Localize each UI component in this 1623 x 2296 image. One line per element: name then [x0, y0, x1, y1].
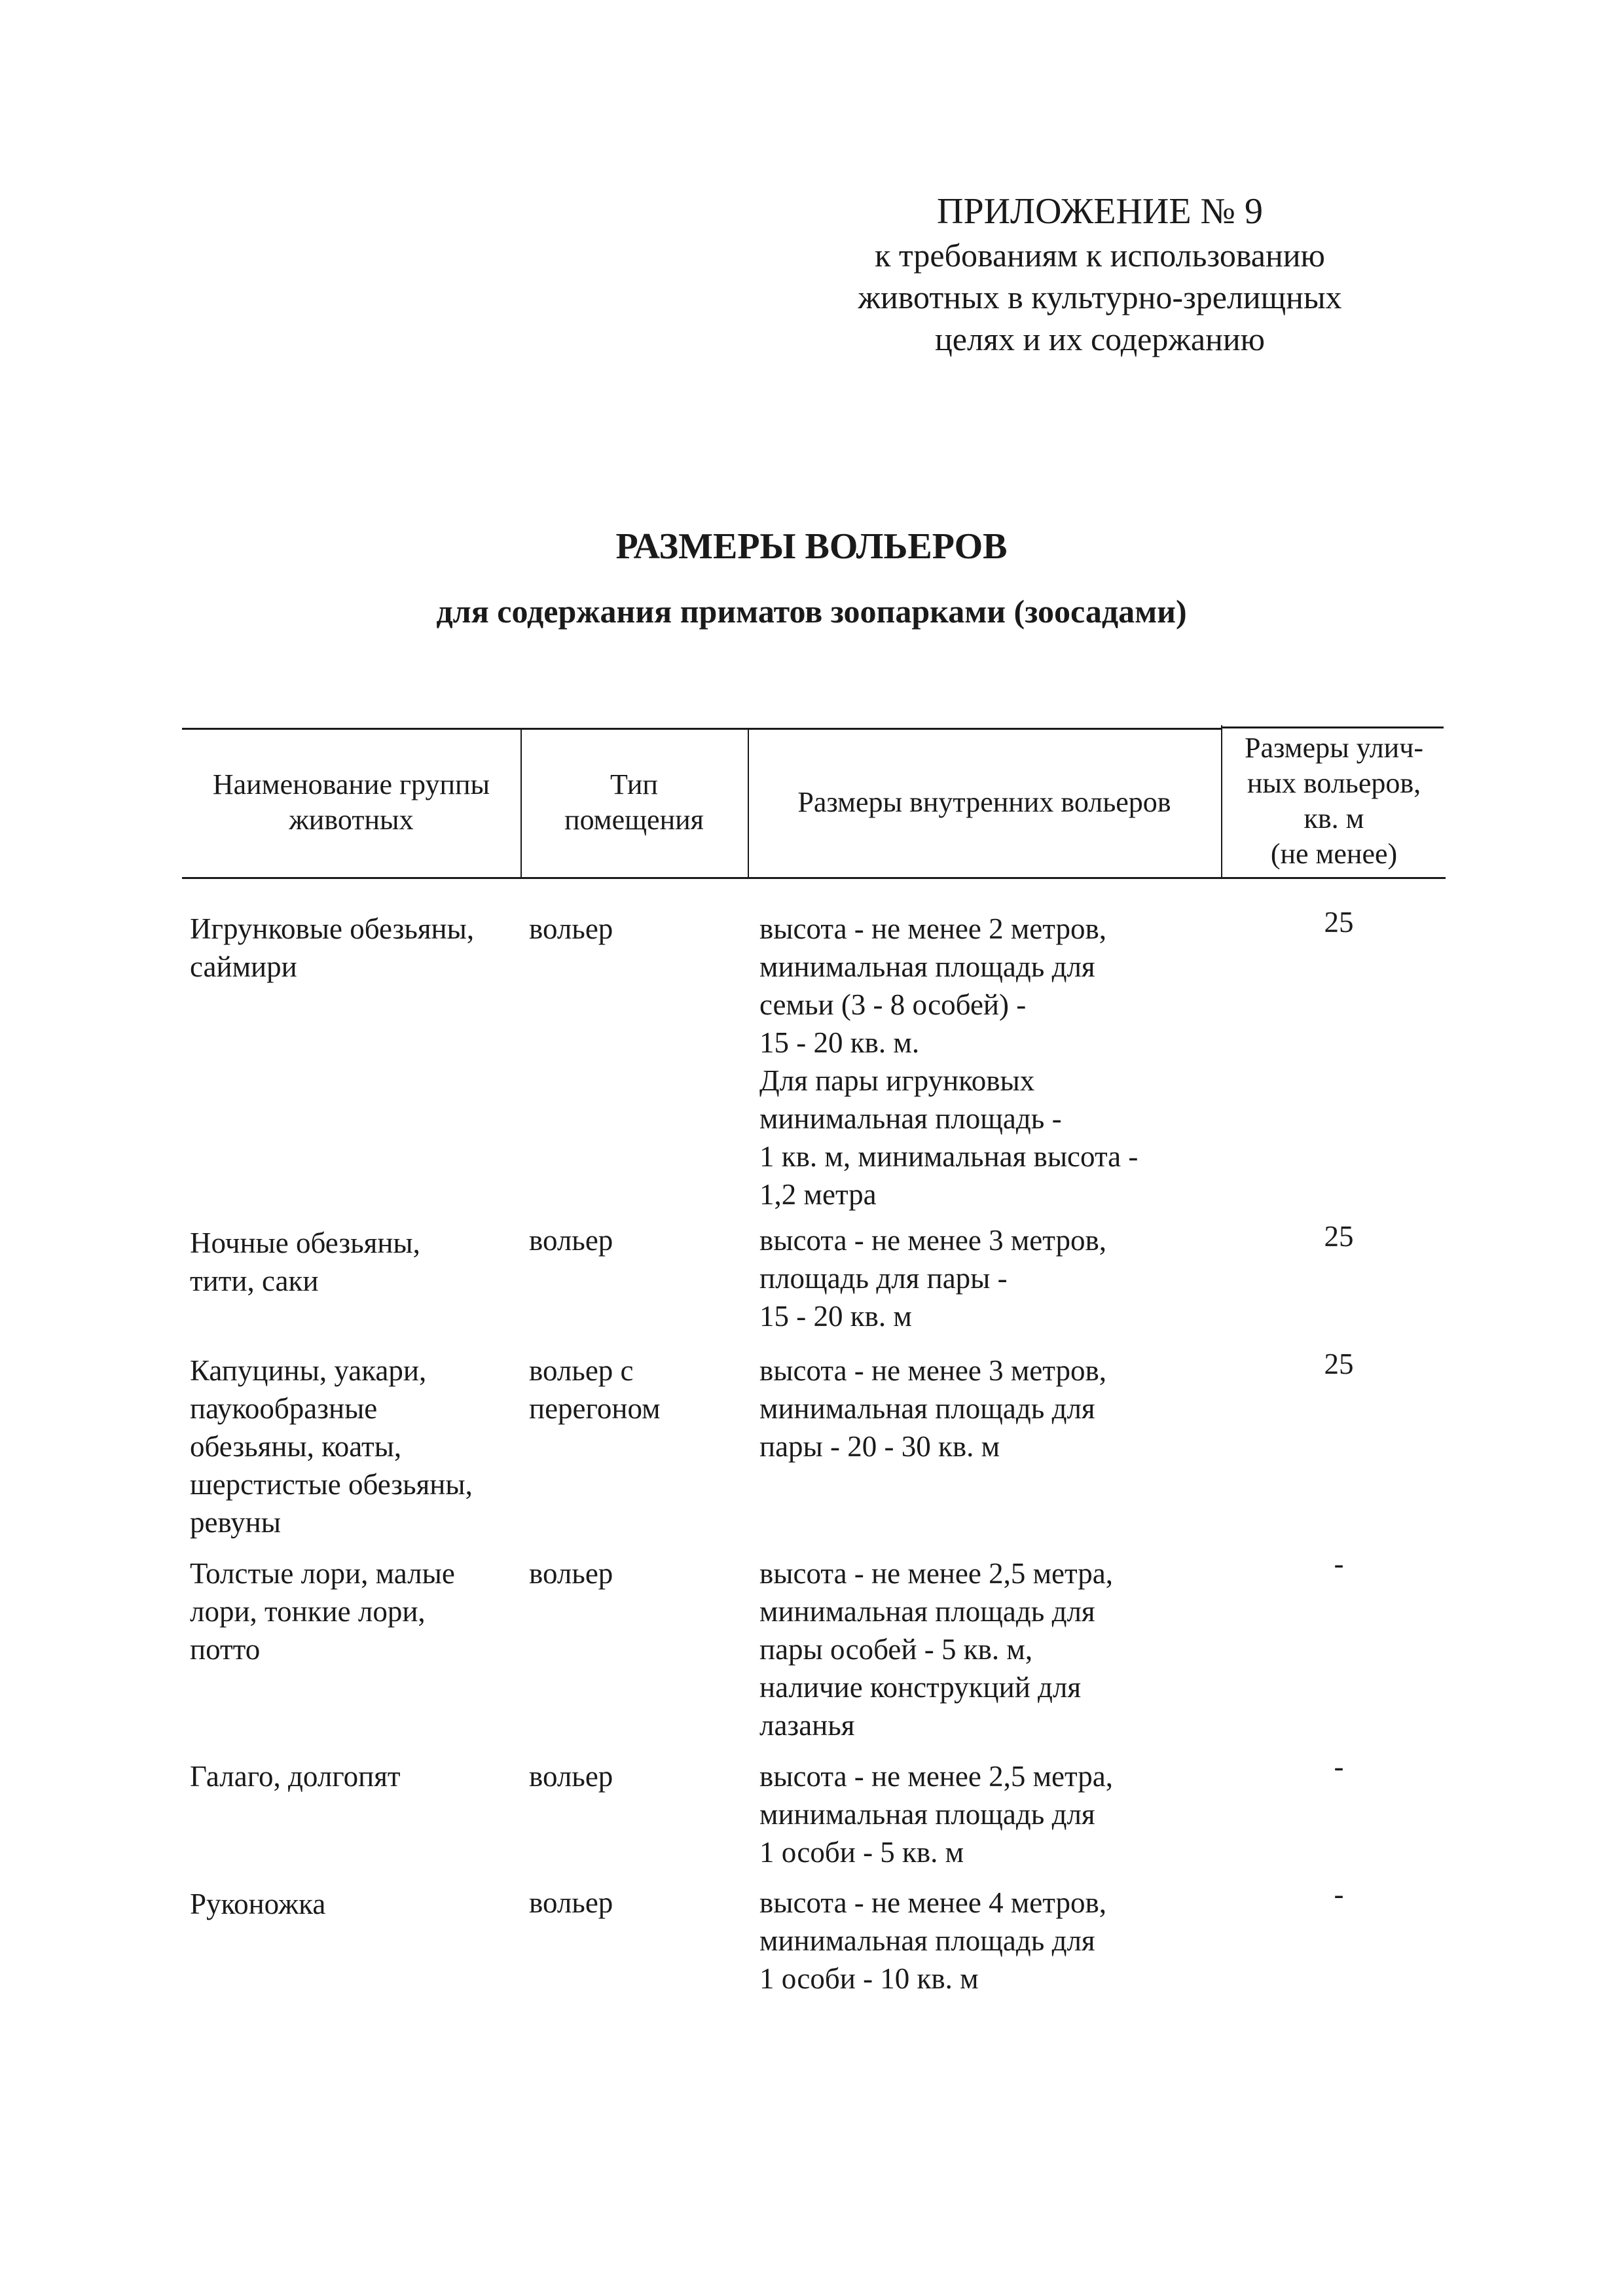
- row-outdoor: -: [1334, 1750, 1344, 1783]
- row-indoor: [759, 1554, 1231, 1744]
- cell-text: перегоном: [529, 1392, 661, 1425]
- row-outdoor: 25: [1324, 906, 1354, 939]
- cell-text: минимальная площадь для: [759, 1924, 1095, 1957]
- cell-text: 1 особи - 10 кв. м: [759, 1962, 979, 1995]
- cell-text: Для пары игрунковых: [759, 1064, 1035, 1097]
- cell-text: минимальная площадь для: [759, 1798, 1095, 1831]
- cell-text: шерстистые обезьяны,: [190, 1468, 473, 1501]
- cell-text: 1 особи - 5 кв. м: [759, 1836, 964, 1869]
- cell-text: 1 кв. м, минимальная высота -: [759, 1140, 1139, 1173]
- cell-text: минимальная площадь -: [759, 1102, 1062, 1135]
- row-indoor: [759, 1757, 1231, 1871]
- row-outdoor: -: [1334, 1547, 1344, 1580]
- row-outdoor: -: [1334, 1878, 1344, 1910]
- cell-text: пары - 20 - 30 кв. м: [759, 1430, 1000, 1463]
- header-bottom-rule: [182, 877, 1446, 879]
- cell-text: саймири: [190, 950, 297, 983]
- row-type: [529, 1884, 739, 1922]
- header-text: (не менее): [1270, 838, 1398, 870]
- cell-text: вольер: [529, 912, 613, 945]
- header-type: [522, 729, 746, 876]
- cell-text: площадь для пары -: [759, 1262, 1008, 1295]
- row-group: [190, 1224, 524, 1300]
- row-outdoor: 25: [1324, 1348, 1354, 1380]
- row-indoor: [759, 1884, 1231, 1998]
- appendix-line: целях и их содержанию: [935, 321, 1265, 357]
- cell-text: высота - не менее 3 метров,: [759, 1224, 1106, 1257]
- header-indoor: [749, 729, 1220, 876]
- cell-text: вольер: [529, 1886, 613, 1919]
- header-text: кв. м: [1304, 802, 1364, 834]
- header-text: Наименование группы: [212, 768, 490, 800]
- header-text: Тип: [610, 768, 658, 800]
- cell-text: лазанья: [759, 1709, 855, 1742]
- cell-text: вольер: [529, 1557, 613, 1590]
- cell-text: высота - не менее 4 метров,: [759, 1886, 1106, 1919]
- document-subtitle: для содержания приматов зоопарками (зоосадами): [436, 593, 1187, 630]
- cell-text: наличие конструкций для: [759, 1671, 1082, 1704]
- cell-text: Руконожка: [190, 1888, 326, 1920]
- cell-text: вольер: [529, 1760, 613, 1793]
- row-group: [190, 1554, 524, 1668]
- cell-text: лори, тонкие лори,: [190, 1595, 426, 1628]
- cell-text: паукообразные: [190, 1392, 378, 1425]
- document-title: РАЗМЕРЫ ВОЛЬЕРОВ: [615, 526, 1008, 567]
- row-type: [529, 1221, 739, 1259]
- cell-text: высота - не менее 3 метров,: [759, 1354, 1106, 1387]
- row-outdoor: 25: [1324, 1220, 1354, 1253]
- appendix-header: [773, 188, 1427, 360]
- appendix-line: к требованиям к использованию: [875, 237, 1325, 274]
- cell-text: 15 - 20 кв. м: [759, 1300, 912, 1333]
- row-group: [190, 1885, 524, 1923]
- cell-text: семьи (3 - 8 особей) -: [759, 988, 1027, 1021]
- cell-text: Ночные обезьяны,: [190, 1227, 420, 1259]
- cell-text: высота - не менее 2,5 метра,: [759, 1557, 1113, 1590]
- cell-text: 15 - 20 кв. м.: [759, 1026, 920, 1059]
- row-group: [190, 1757, 524, 1795]
- header-text: животных: [289, 804, 414, 836]
- cell-text: потто: [190, 1633, 261, 1666]
- cell-text: Игрунковые обезьяны,: [190, 912, 475, 945]
- header-text: ных вольеров,: [1247, 767, 1421, 799]
- row-indoor: [759, 1352, 1231, 1465]
- row-indoor: [759, 1221, 1231, 1335]
- row-type: [529, 1757, 739, 1795]
- cell-text: Капуцины, уакари,: [190, 1354, 427, 1387]
- appendix-label: ПРИЛОЖЕНИЕ № 9: [937, 191, 1263, 232]
- header-group: [183, 729, 519, 876]
- cell-text: ревуны: [190, 1506, 281, 1539]
- row-group: [190, 910, 524, 986]
- header-text: Размеры внутренних вольеров: [797, 786, 1171, 818]
- header-text: помещения: [564, 804, 704, 836]
- cell-text: вольер с: [529, 1354, 634, 1387]
- cell-text: Толстые лори, малые: [190, 1557, 455, 1590]
- cell-text: высота - не менее 2,5 метра,: [759, 1760, 1113, 1793]
- cell-text: тити, саки: [190, 1265, 319, 1297]
- cell-text: пары особей - 5 кв. м,: [759, 1633, 1033, 1666]
- row-type: [529, 1554, 739, 1592]
- row-type: [529, 910, 739, 948]
- cell-text: Галаго, долгопят: [190, 1760, 401, 1793]
- cell-text: вольер: [529, 1224, 613, 1257]
- cell-text: высота - не менее 2 метров,: [759, 912, 1106, 945]
- cell-text: 1,2 метра: [759, 1178, 877, 1211]
- header-text: Размеры улич-: [1244, 732, 1424, 764]
- row-group: [190, 1352, 524, 1541]
- cell-text: минимальная площадь для: [759, 950, 1095, 983]
- cell-text: минимальная площадь для: [759, 1595, 1095, 1628]
- appendix-line: животных в культурно-зрелищных: [858, 279, 1342, 315]
- row-indoor: [759, 910, 1231, 1213]
- cell-text: минимальная площадь для: [759, 1392, 1095, 1425]
- header-outdoor: [1222, 726, 1446, 876]
- row-type: [529, 1352, 739, 1427]
- cell-text: обезьяны, коаты,: [190, 1430, 402, 1463]
